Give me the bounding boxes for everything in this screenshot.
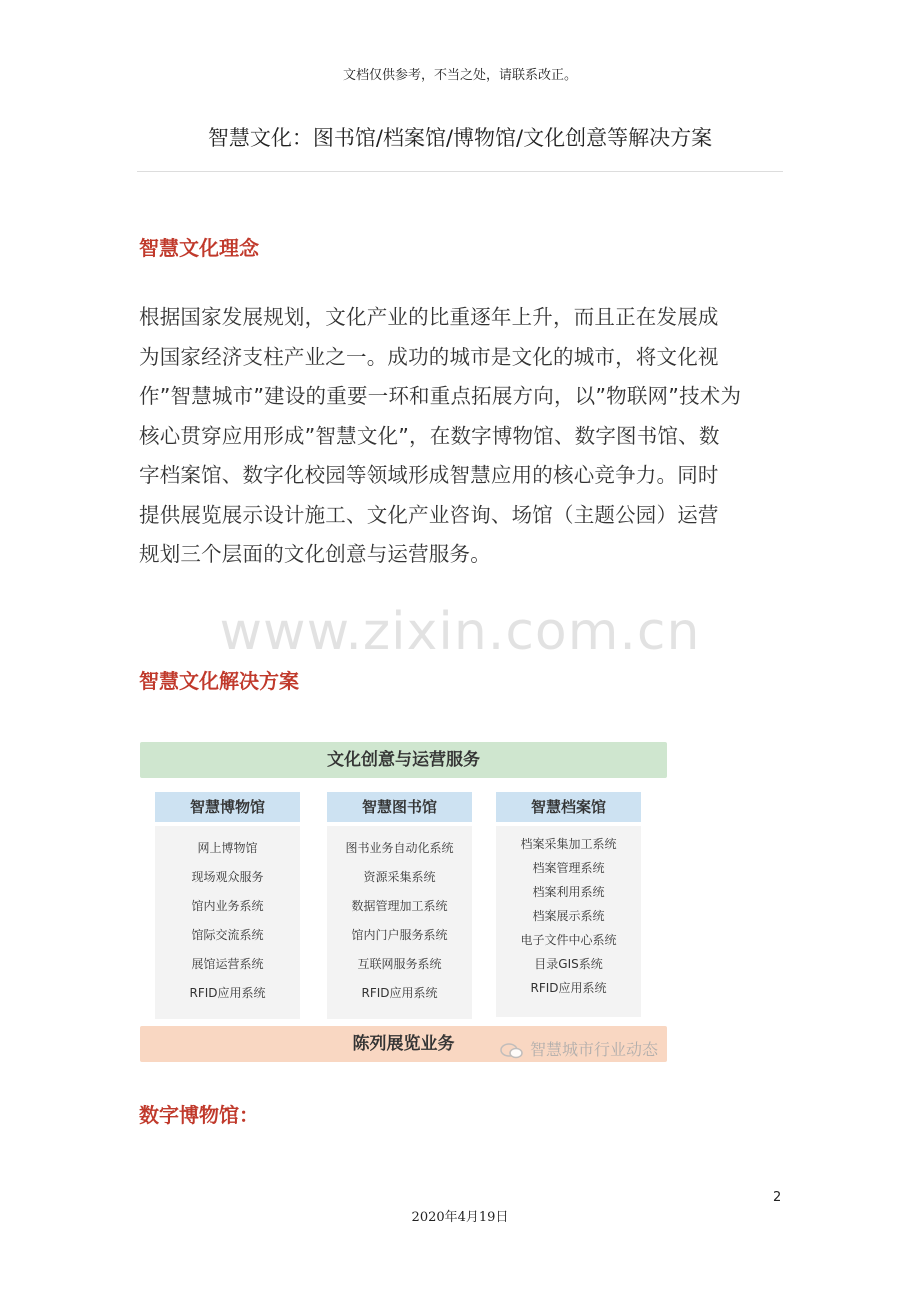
- system-item: 馆际交流系统: [191, 928, 264, 942]
- system-item: 图书业务自动化系统: [345, 841, 454, 855]
- paragraph-line: 作”智慧城市”建设的重要一环和重点拓展方向，以”物联网”技术为: [139, 384, 742, 408]
- system-item: 档案展示系统: [532, 909, 605, 923]
- system-item: 电子文件中心系统: [520, 933, 617, 947]
- column-museum: [155, 792, 300, 1019]
- top-band: 文化创意与运营服务: [140, 742, 667, 778]
- system-item: 档案管理系统: [532, 861, 605, 875]
- system-item: 数据管理加工系统: [351, 899, 448, 913]
- section-heading-digital-museum: 数字博物馆：: [139, 1103, 259, 1127]
- column-body: [496, 826, 641, 1017]
- section-heading-philosophy: 智慧文化理念: [139, 236, 259, 260]
- philosophy-paragraph: [139, 298, 779, 575]
- solution-diagram: [140, 740, 670, 1066]
- system-item: RFID应用系统: [361, 986, 438, 1000]
- column-archive: [496, 792, 641, 1017]
- system-item: 互联网服务系统: [357, 957, 442, 971]
- system-item: 档案利用系统: [532, 885, 605, 899]
- system-item: 档案采集加工系统: [520, 837, 617, 851]
- column-body: [155, 826, 300, 1019]
- paragraph-line: 核心贯穿应用形成”智慧文化”，在数字博物馆、数字图书馆、数: [139, 423, 720, 448]
- column-body: [327, 826, 472, 1019]
- paragraph-line: 根据国家发展规划，文化产业的比重逐年上升，而且正在发展成: [139, 305, 719, 329]
- system-item: 馆内业务系统: [191, 899, 264, 913]
- column-title: 智慧博物馆: [155, 792, 300, 822]
- system-item: 网上博物馆: [197, 841, 258, 855]
- column-library: [327, 792, 472, 1019]
- system-item: RFID应用系统: [530, 981, 607, 995]
- bottom-band: 陈列展览业务: [140, 1026, 667, 1062]
- wechat-watermark: [500, 1037, 658, 1060]
- document-title: 智慧文化：图书馆/档案馆/博物馆/文化创意等解决方案: [207, 126, 713, 150]
- page-number: 2: [773, 1190, 782, 1205]
- paragraph-line: 为国家经济支柱产业之一。成功的城市是文化的城市，将文化视: [139, 344, 719, 369]
- site-watermark: www.zixin.com.cn: [219, 602, 701, 662]
- system-item: 展馆运营系统: [191, 957, 264, 971]
- column-title: 智慧档案馆: [496, 792, 641, 822]
- paragraph-line: 规划三个层面的文化创意与运营服务。: [139, 542, 491, 566]
- section-heading-solutions: 智慧文化解决方案: [139, 669, 299, 693]
- column-title: 智慧图书馆: [327, 792, 472, 822]
- system-item: 现场观众服务: [191, 870, 264, 884]
- paragraph-line: 提供展览展示设计施工、文化产业咨询、场馆（主题公园）运营: [139, 502, 719, 527]
- wechat-icon: [500, 1043, 524, 1059]
- title-divider: [137, 171, 783, 172]
- footer-date: 2020年4月19日: [411, 1210, 509, 1225]
- system-item: 目录GIS系统: [534, 957, 603, 971]
- system-item: RFID应用系统: [189, 986, 266, 1000]
- system-item: 资源采集系统: [363, 870, 436, 884]
- wechat-account-name: 智慧城市行业动态: [530, 1040, 659, 1059]
- system-item: 馆内门户服务系统: [351, 928, 448, 942]
- header-note: 文档仅供参考，不当之处，请联系改正。: [342, 68, 577, 83]
- paragraph-line: 字档案馆、数字化校园等领域形成智慧应用的核心竞争力。同时: [139, 463, 719, 487]
